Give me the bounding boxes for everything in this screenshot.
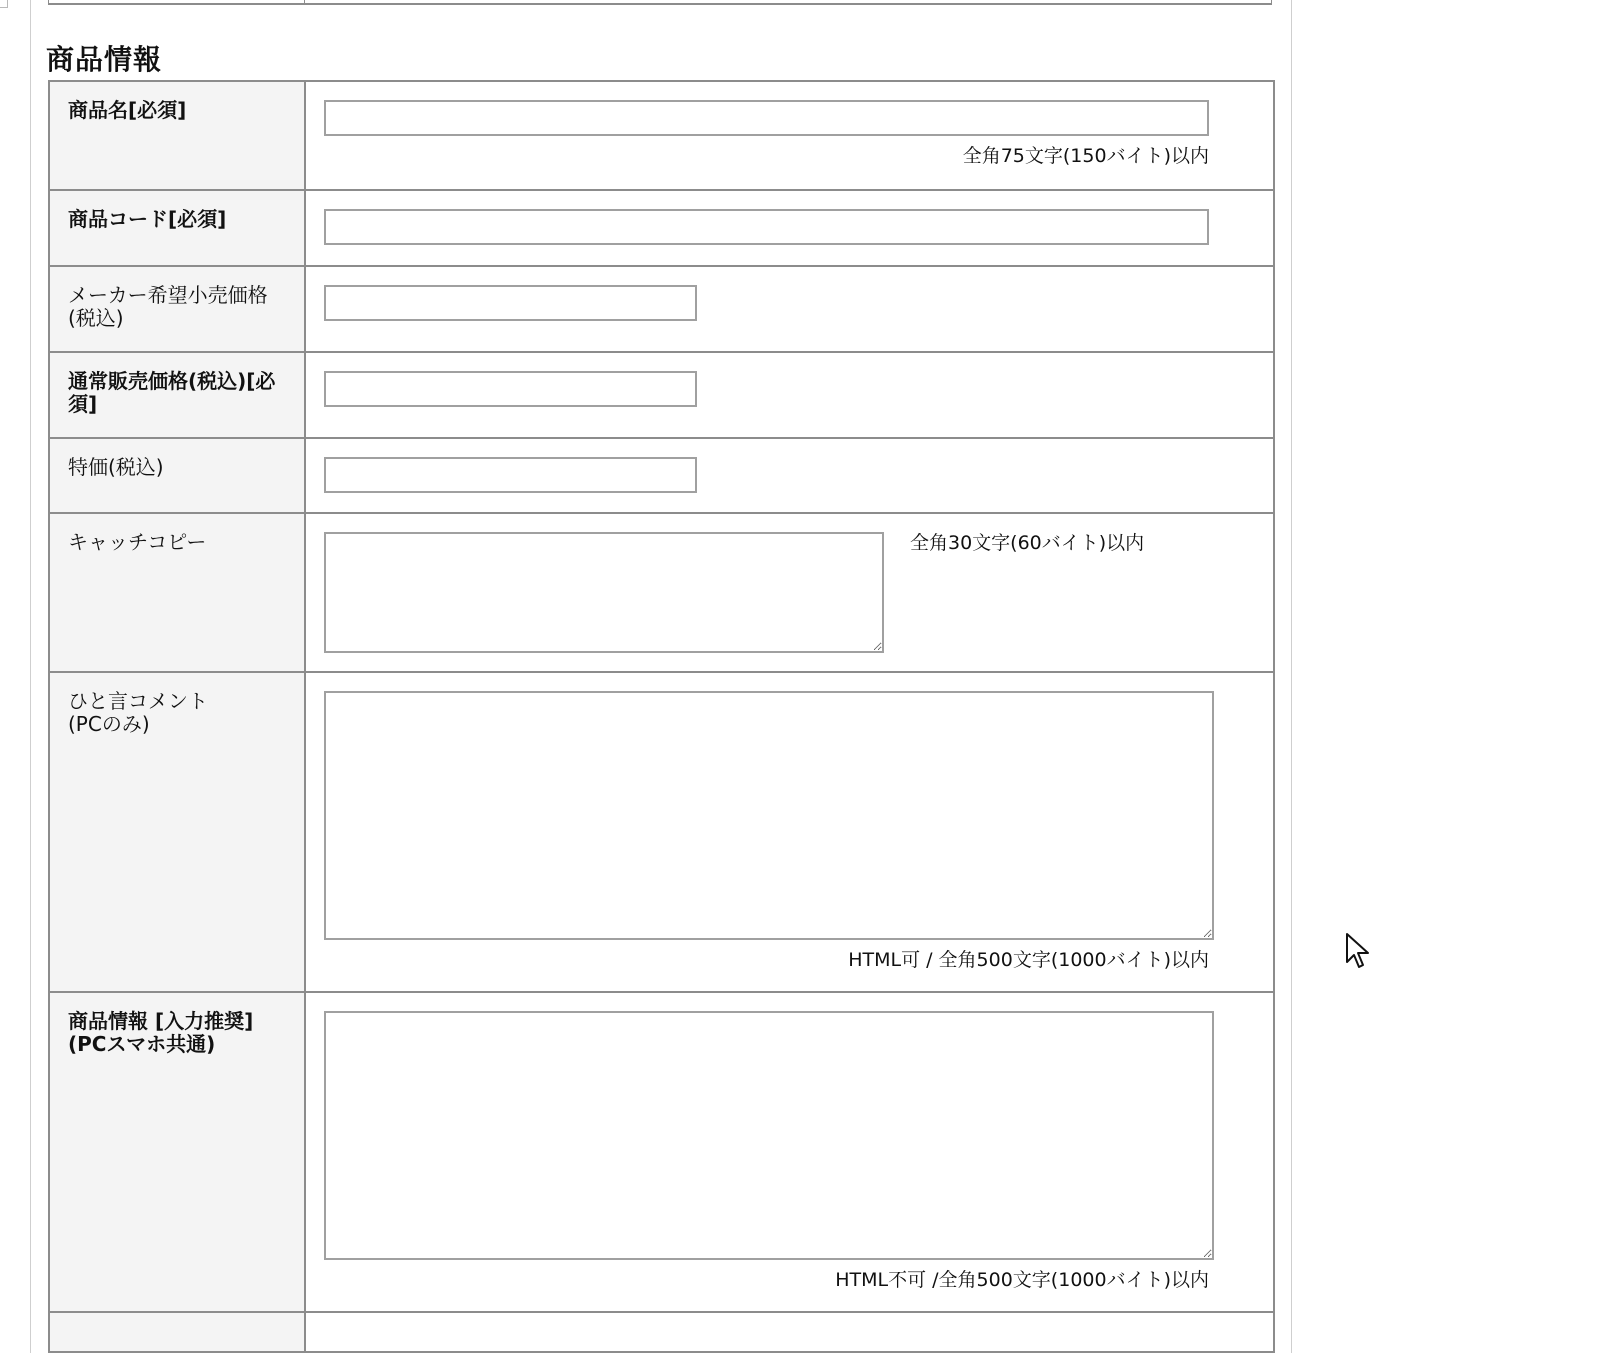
field-label-product-description-line2: (PCスマホ共通) [68,1032,216,1056]
regular-price-input[interactable] [324,371,697,407]
left-edge-mark [0,0,8,8]
form-row-short-comment [49,672,1274,992]
catch-copy-hint: 全角30文字(60バイト)以内 [910,532,1145,554]
short-comment-hint: HTML可 / 全角500文字(1000バイト)以内 [848,949,1209,971]
product-description-textarea[interactable] [324,1011,1214,1260]
field-cell-next-partial [305,1312,1274,1352]
product-info-form-table [48,80,1275,1353]
field-label-regular-price: 通常販売価格(税込)[必須] [49,352,305,438]
previous-table-column-divider [304,0,305,4]
product-description-hint: HTML不可 /全角500文字(1000バイト)以内 [835,1269,1209,1291]
field-label-special-price: 特価(税込) [49,438,305,513]
previous-table-bottom-edge [48,0,1272,5]
field-label-msrp: メーカー希望小売価格(税込) [49,266,305,352]
panel-border-right [1291,0,1292,1353]
form-row-next-partial [49,1312,1274,1352]
field-cell-product-description [305,992,1274,1312]
form-row-msrp [49,266,1274,352]
product-name-hint: 全角75文字(150バイト)以内 [962,145,1209,167]
field-label-short-comment-line2: (PCのみ) [68,712,150,736]
field-cell-product-name [305,81,1274,190]
form-row-product-description [49,992,1274,1312]
form-row-regular-price [49,352,1274,438]
field-label-product-description-line1: 商品情報 [入力推奨] [68,1009,254,1033]
field-label-catch-copy: キャッチコピー [49,513,305,672]
msrp-input[interactable] [324,285,697,321]
field-label-product-description [49,992,305,1312]
field-cell-product-code [305,190,1274,266]
form-row-special-price [49,438,1274,513]
mouse-pointer-icon [1345,932,1371,972]
product-code-input[interactable] [324,209,1209,245]
short-comment-textarea[interactable] [324,691,1214,940]
form-row-catch-copy [49,513,1274,672]
field-label-short-comment [49,672,305,992]
special-price-input[interactable] [324,457,697,493]
section-title: 商品情報 [46,43,163,76]
field-cell-special-price [305,438,1274,513]
field-label-product-name: 商品名[必須] [49,81,305,190]
catch-copy-textarea[interactable] [324,532,884,653]
field-cell-regular-price [305,352,1274,438]
field-cell-msrp [305,266,1274,352]
form-row-product-code [49,190,1274,266]
field-cell-catch-copy [305,513,1274,672]
field-label-product-code: 商品コード[必須] [49,190,305,266]
panel-border-left [30,0,31,1353]
field-cell-short-comment [305,672,1274,992]
form-row-product-name [49,81,1274,190]
product-name-input[interactable] [324,100,1209,136]
field-label-short-comment-line1: ひと言コメント [68,689,208,713]
field-label-next-partial [49,1312,305,1352]
